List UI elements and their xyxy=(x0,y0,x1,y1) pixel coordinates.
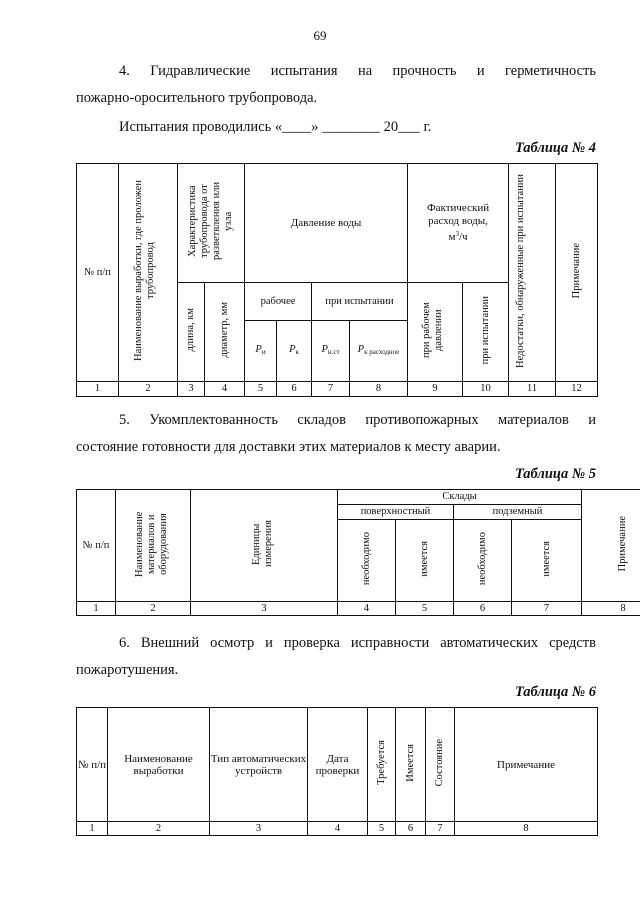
table5-number-row xyxy=(77,602,640,616)
table5-col-number: 3 xyxy=(191,602,338,616)
table4-header-p-k: $P_к$ xyxy=(277,321,312,382)
table4-col-number: 9 xyxy=(408,382,463,397)
table6-header-note: Примечание xyxy=(455,708,598,822)
table4-header-pressure: Давление воды xyxy=(245,164,408,283)
table5-header-needed-underground: необходимо xyxy=(454,520,512,602)
table4-number-row xyxy=(77,382,598,397)
table5-header-name: Наименование материалов и оборудования xyxy=(116,490,191,602)
table4-header-diameter: диаметр, мм xyxy=(205,283,245,382)
table4-col-number: 10 xyxy=(463,382,509,397)
table6 xyxy=(76,707,598,836)
table5-header-have-surface: имеется xyxy=(396,520,454,602)
table6-number-row xyxy=(77,822,598,836)
table6-col-number: 4 xyxy=(308,822,368,836)
table5-col-number: 7 xyxy=(512,602,582,616)
table6-col-number: 3 xyxy=(210,822,308,836)
table4-header-p-nst: $P_{н.ст}$ xyxy=(312,321,350,382)
table4-header-num: № п/п xyxy=(77,164,119,382)
table5-col-number: 6 xyxy=(454,602,512,616)
table4-header-characteristic: Характеристика трубопровода от разветвления или узла xyxy=(178,164,245,283)
table4-col-number: 2 xyxy=(119,382,178,397)
page-number: 69 xyxy=(313,28,327,43)
table4-header-flow-working: при рабочем давлении xyxy=(408,283,463,382)
table5-header-num: № п/п xyxy=(77,490,116,602)
section5-paragraph xyxy=(76,407,596,461)
table5-col-number: 8 xyxy=(582,602,640,616)
table6-header-date: Дата проверки xyxy=(308,708,368,822)
table4-header-name: Наименование выработки, где проложен трубопровод xyxy=(119,164,178,382)
table6-caption: Таблица № 6 xyxy=(514,684,596,700)
table5-col-number: 1 xyxy=(77,602,116,616)
section6-line1: 6. Внешний осмотр и проверка исправности автоматических средств xyxy=(119,635,596,651)
section4-line1: 4. Гидравлические испытания на прочность и герметичность xyxy=(119,63,596,79)
table5-header-note: Примечание xyxy=(582,490,640,602)
table6-col-number: 6 xyxy=(396,822,426,836)
table4 xyxy=(76,163,598,397)
table6-header-state: Состояние xyxy=(426,708,455,822)
table4-header-p-krash: $P_{к расходное}$ xyxy=(350,321,408,382)
table5-header-warehouses: Склады xyxy=(338,490,582,505)
table6-header-num: № п/п xyxy=(77,708,108,822)
table6-header-name: Наименование выработки xyxy=(108,708,210,822)
table5-col-number: 5 xyxy=(396,602,454,616)
table6-header-type: Тип автоматических устройств xyxy=(210,708,308,822)
section4-test-date: Испытания проводились «____» ________ 20___ г. xyxy=(119,119,432,135)
table6-header-have: Имеется xyxy=(396,708,426,822)
section5-line2: состояние готовности для доставки этих материалов к месту аварии. xyxy=(76,439,501,455)
section5-line1: 5. Укомплектованность складов противопожарных материалов и xyxy=(119,412,596,428)
table4-col-number: 11 xyxy=(509,382,556,397)
table6-col-number: 5 xyxy=(368,822,396,836)
table4-col-number: 1 xyxy=(77,382,119,397)
table4-col-number: 7 xyxy=(312,382,350,397)
table5-caption: Таблица № 5 xyxy=(514,466,596,482)
table4-caption: Таблица № 4 xyxy=(514,140,596,156)
table4-col-number: 3 xyxy=(178,382,205,397)
table4-col-number: 5 xyxy=(245,382,277,397)
table4-header-flow: Фактический расход воды, $м^3/ч$ xyxy=(408,164,509,283)
table5-header-unit: Единицы измерения xyxy=(191,490,338,602)
section4-paragraph xyxy=(76,58,596,112)
table4-col-number: 6 xyxy=(277,382,312,397)
table5-col-number: 2 xyxy=(116,602,191,616)
table5-header-have-underground: имеется xyxy=(512,520,582,602)
table4-header-note: Примечание xyxy=(556,164,598,382)
table4-header-p-i: $P_и$ xyxy=(245,321,277,382)
table5-header-underground: подземный xyxy=(454,505,582,520)
table4-header-flow-testing: при испытании xyxy=(463,283,509,382)
section6-paragraph xyxy=(76,630,596,684)
table6-col-number: 1 xyxy=(77,822,108,836)
table6-header-required: Требуется xyxy=(368,708,396,822)
section4-line2: пожарно-оросительного трубопровода. xyxy=(76,90,318,106)
table4-header-defects: Недостатки, обнаруженные при испытании xyxy=(509,164,556,382)
table4-header-working: рабочее xyxy=(245,283,312,321)
table5-header-needed-surface: необходимо xyxy=(338,520,396,602)
table4-col-number: 12 xyxy=(556,382,598,397)
table6-col-number: 7 xyxy=(426,822,455,836)
table4-col-number: 8 xyxy=(350,382,408,397)
table5 xyxy=(76,489,640,616)
table4-header-length: длина, км xyxy=(178,283,205,382)
table5-col-number: 4 xyxy=(338,602,396,616)
section6-line2: пожаротушения. xyxy=(76,662,179,678)
table4-header-testing: при испытании xyxy=(312,283,408,321)
table6-col-number: 2 xyxy=(108,822,210,836)
table4-col-number: 4 xyxy=(205,382,245,397)
table6-col-number: 8 xyxy=(455,822,598,836)
table5-header-surface: поверхностный xyxy=(338,505,454,520)
